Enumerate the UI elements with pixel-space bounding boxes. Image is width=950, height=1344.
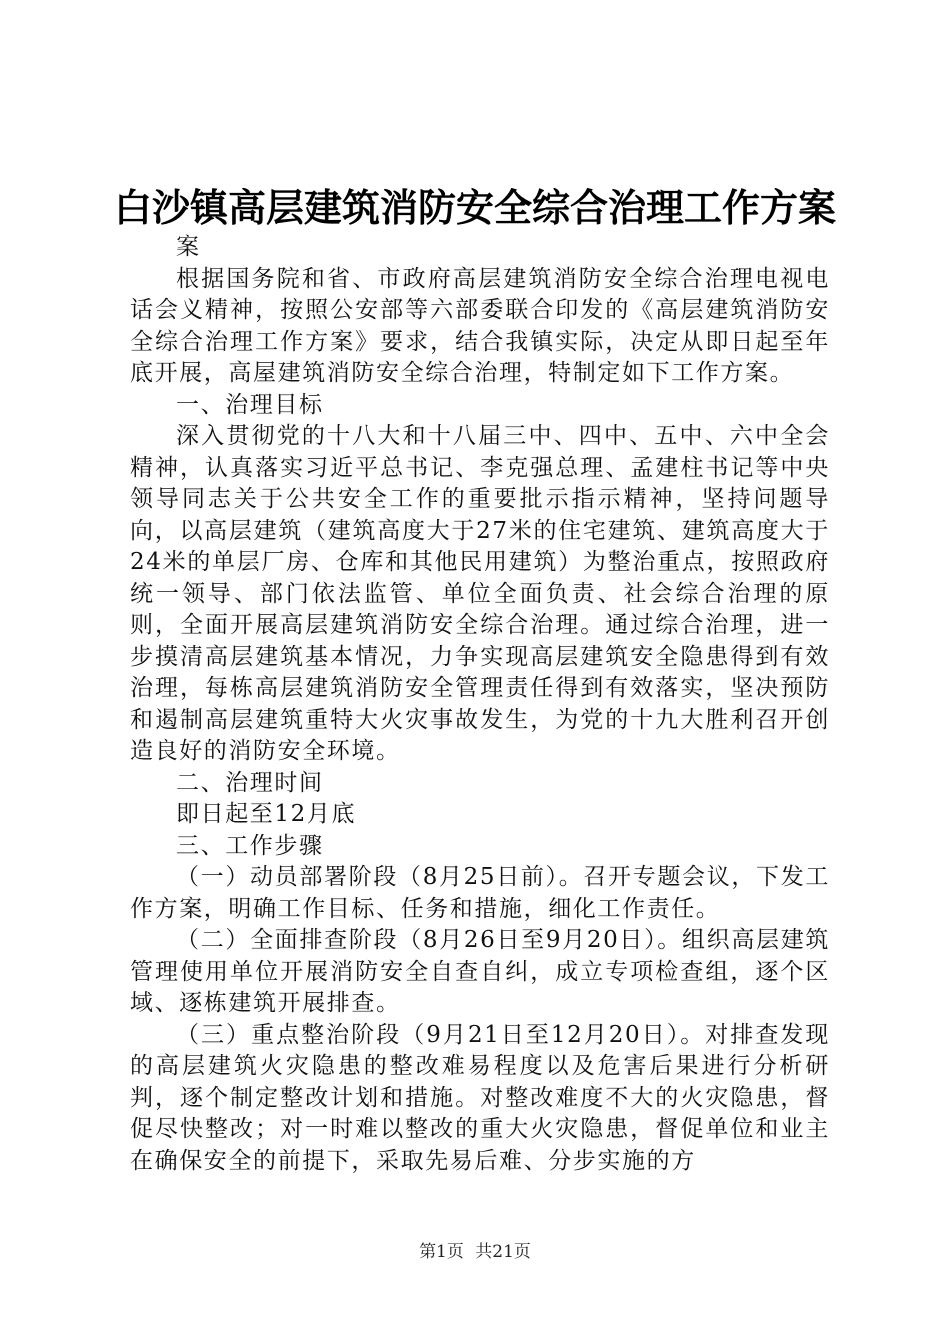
page-total: 共21页 [475,1242,531,1262]
goals-paragraph: 深入贯彻党的十八大和十八届三中、四中、五中、六中全会精神，认真落实习近平总书记、李克强总理、孟建柱书记等中央领导同志关于公共安全工作的重要批示指示精神，坚持问题导向，以高层建筑（建筑高度大于27米的住宅建筑、建筑高度大于24米的单层厂房、仓库和其他民用建筑）为整治重点，按照政府统一领导、部门依法监管、单位全面负责、社会综合治理的原则，全面开展高层建筑消防安全综合治理。通过综合治理，进一步摸清高层建筑基本情况，力争实现高层建筑安全隐患得到有效治理，每栋高层建筑消防安全管理责任得到有效落实，坚决预防和遏制高层建筑重特大火灾事故发生，为党的十九大胜利召开创造良好的消防安全环境。 [130,423,830,764]
page-number: 第1页 [419,1242,464,1262]
page-footer [0,1240,950,1264]
subtitle-fragment: 案 [176,234,201,260]
section-heading-time: 二、治理时间 [176,769,324,796]
section-heading-steps: 三、工作步骤 [176,832,324,859]
section-heading-goals: 一、治理目标 [176,391,324,418]
intro-paragraph: 根据国务院和省、市政府高层建筑消防安全综合治理电视电话会义精神，按照公安部等六部委联合印发的《高层建筑消防安全综合治理工作方案》要求，结合我镇实际，决定从即日起至年底开展，高屋建筑消防安全综合治理，特制定如下工作方案。 [130,265,830,386]
step-1-paragraph: （一）动员部署阶段（8月25日前）。召开专题会议，下发工作方案，明确工作目标、任务和措施，细化工作责任。 [130,864,830,922]
page-title: 白沙镇高层建筑消防安全综合治理工作方案 [113,185,836,230]
step-2-paragraph: （二）全面排查阶段（8月26日至9月20日）。组织高层建筑管理使用单位开展消防安全自查自纠，成立专项检查组，逐个区域、逐栋建筑开展排查。 [130,927,830,1016]
time-paragraph: 即日起至12月底 [176,801,357,827]
document-body [130,232,830,1177]
step-3-paragraph: （三）重点整治阶段（9月21日至12月20日）。对排查发现的高层建筑火灾隐患的整改难易程度以及危害后果进行分析研判，逐个制定整改计划和措施。对整改难度不大的火灾隐患，督促尽快整改；对一时难以整改的重大火灾隐患，督促单位和业主在确保安全的前提下，采取先易后难、分步实施的方 [130,1021,830,1174]
